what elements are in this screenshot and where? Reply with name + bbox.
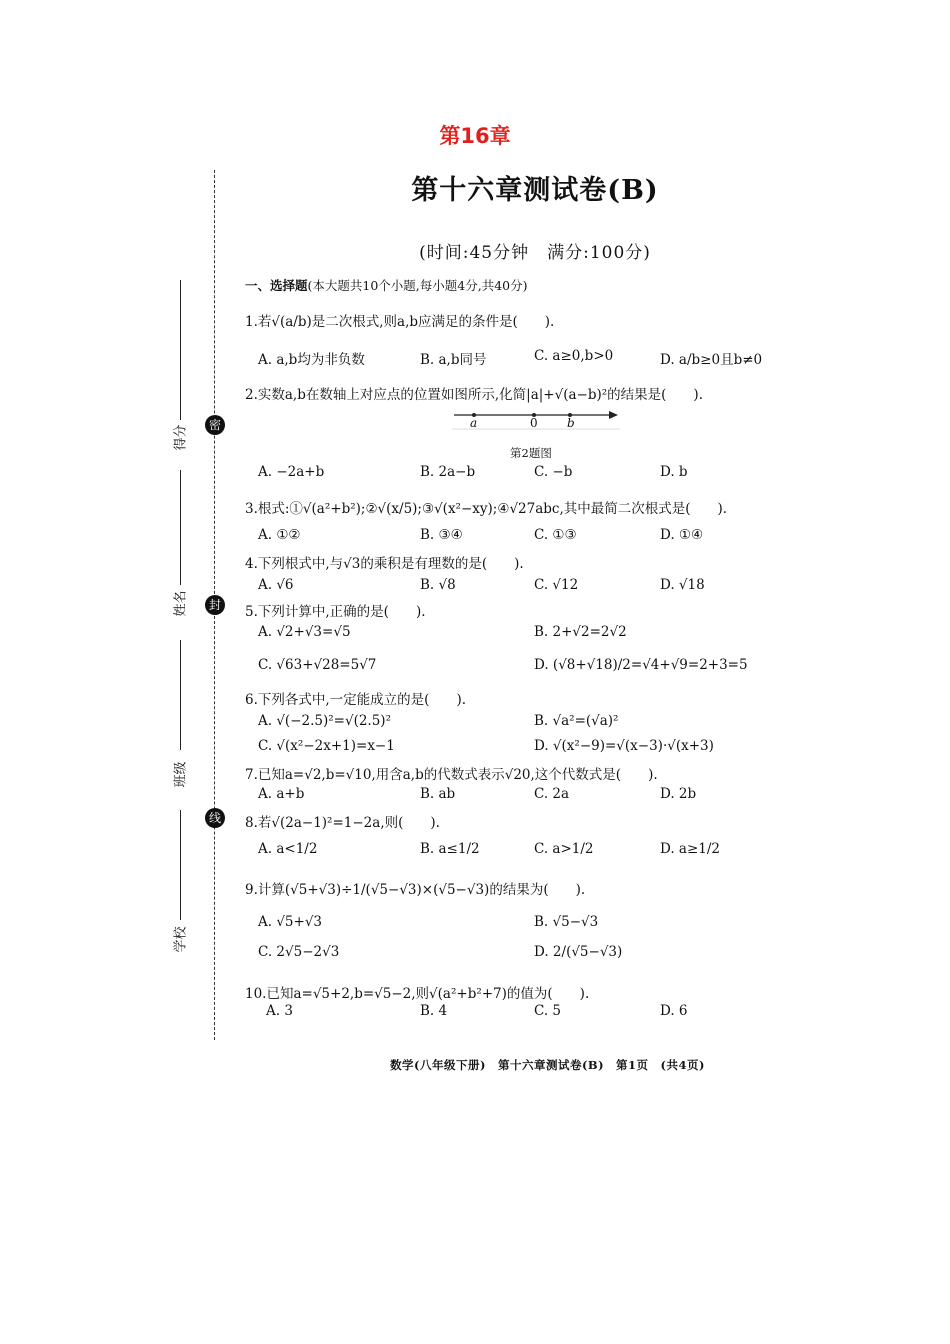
figure-caption: 第2题图 bbox=[510, 446, 552, 460]
q6-option-a: A. √(−2.5)²=√(2.5)² bbox=[258, 713, 391, 729]
q2-option-a: A. −2a+b bbox=[258, 464, 325, 480]
section-title: 一、选择题 bbox=[245, 278, 308, 293]
q10-option-b: B. 4 bbox=[420, 1003, 448, 1019]
q6-option-c: C. √(x²−2x+1)=x−1 bbox=[258, 738, 395, 754]
q3-option-a: A. ①② bbox=[258, 527, 301, 543]
question-2: 2.实数a,b在数轴上对应点的位置如图所示,化简|a|+√(a−b)²的结果是( ). bbox=[245, 387, 703, 403]
question-10: 10.已知a=√5+2,b=√5−2,则√(a²+b²+7)的值为( ). bbox=[245, 986, 590, 1002]
q9-option-a: A. √5+√3 bbox=[258, 914, 323, 930]
label-a: a bbox=[470, 416, 478, 430]
q5-option-a: A. √2+√3=√5 bbox=[258, 624, 351, 640]
section-heading bbox=[245, 276, 527, 294]
score-label: 得分 bbox=[173, 424, 189, 451]
q1-option-d: D. a/b≥0且b≠0 bbox=[660, 352, 763, 368]
question-1: 1.若√(a/b)是二次根式,则a,b应满足的条件是( ). bbox=[245, 314, 555, 330]
q7-option-c: C. 2a bbox=[534, 786, 570, 802]
q6-option-d: D. √(x²−9)=√(x−3)·√(x+3) bbox=[534, 738, 714, 754]
q7-option-b: B. ab bbox=[420, 786, 456, 802]
seal-mark-feng: 封 bbox=[205, 595, 225, 615]
label-zero: 0 bbox=[530, 416, 538, 430]
name-label: 姓名 bbox=[173, 590, 189, 617]
class-label: 班级 bbox=[173, 761, 189, 788]
label-b: b bbox=[567, 416, 575, 430]
q1-option-b: B. a,b同号 bbox=[420, 352, 487, 368]
question-6: 6.下列各式中,一定能成立的是( ). bbox=[245, 692, 466, 708]
chapter-label: 第16章 bbox=[439, 124, 511, 148]
q4-option-b: B. √8 bbox=[420, 577, 456, 593]
school-label: 学校 bbox=[173, 926, 189, 953]
q10-option-d: D. 6 bbox=[660, 1003, 688, 1019]
q3-option-c: C. ①③ bbox=[534, 527, 577, 543]
q7-option-d: D. 2b bbox=[660, 786, 697, 802]
q9-option-b: B. √5−√3 bbox=[534, 914, 599, 930]
q8-option-d: D. a≥1/2 bbox=[660, 841, 721, 857]
question-8: 8.若√(2a−1)²=1−2a,则( ). bbox=[245, 815, 440, 831]
question-7: 7.已知a=√2,b=√10,用含a,b的代数式表示√20,这个代数式是( ). bbox=[245, 767, 658, 783]
school-blank-line bbox=[180, 810, 181, 920]
q3-option-d: D. ①④ bbox=[660, 527, 704, 543]
class-blank-line bbox=[180, 640, 181, 750]
q2-option-d: D. b bbox=[660, 464, 688, 480]
seal-mark-mi: 密 bbox=[205, 415, 225, 435]
question-3: 3.根式:①√(a²+b²);②√(x/5);③√(x²−xy);④√27abc,其中最简二次根式是( ). bbox=[245, 501, 728, 517]
q4-option-d: D. √18 bbox=[660, 577, 705, 593]
q9-option-c: C. 2√5−2√3 bbox=[258, 944, 340, 960]
q5-option-b: B. 2+√2=2√2 bbox=[534, 624, 627, 640]
q2-option-b: B. 2a−b bbox=[420, 464, 476, 480]
page-title: 第十六章测试卷(B) bbox=[411, 175, 659, 206]
q10-option-a: A. 3 bbox=[266, 1003, 293, 1019]
question-5: 5.下列计算中,正确的是( ). bbox=[245, 604, 426, 620]
q4-option-a: A. √6 bbox=[258, 577, 294, 593]
q5-option-c: C. √63+√28=5√7 bbox=[258, 657, 377, 673]
page-footer: 数学(八年级下册) 第十六章测试卷(B) 第1页 (共4页) bbox=[390, 1058, 705, 1072]
q1-option-c: C. a≥0,b>0 bbox=[534, 348, 614, 364]
q3-option-b: B. ③④ bbox=[420, 527, 463, 543]
q4-option-c: C. √12 bbox=[534, 577, 579, 593]
number-line-arrow bbox=[609, 411, 618, 419]
q5-option-d: D. (√8+√18)/2=√4+√9=2+3=5 bbox=[534, 657, 748, 673]
question-4: 4.下列根式中,与√3的乘积是有理数的是( ). bbox=[245, 556, 524, 572]
q1-option-a: A. a,b均为非负数 bbox=[258, 352, 365, 368]
name-blank-line bbox=[180, 470, 181, 585]
seal-mark-xian: 线 bbox=[205, 808, 225, 828]
q7-option-a: A. a+b bbox=[258, 786, 305, 802]
q8-option-b: B. a≤1/2 bbox=[420, 841, 480, 857]
q8-option-c: C. a>1/2 bbox=[534, 841, 594, 857]
q9-option-d: D. 2/(√5−√3) bbox=[534, 944, 623, 960]
q8-option-a: A. a<1/2 bbox=[258, 841, 318, 857]
question-9: 9.计算(√5+√3)÷1/(√5−√3)×(√5−√3)的结果为( ). bbox=[245, 882, 586, 898]
score-blank-line bbox=[180, 280, 181, 420]
exam-info: (时间:45分钟 满分:100分) bbox=[419, 243, 651, 263]
q6-option-b: B. √a²=(√a)² bbox=[534, 713, 619, 729]
section-note: (本大题共10个小题,每小题4分,共40分) bbox=[307, 278, 528, 293]
q2-option-c: C. −b bbox=[534, 464, 573, 480]
q10-option-c: C. 5 bbox=[534, 1003, 562, 1019]
